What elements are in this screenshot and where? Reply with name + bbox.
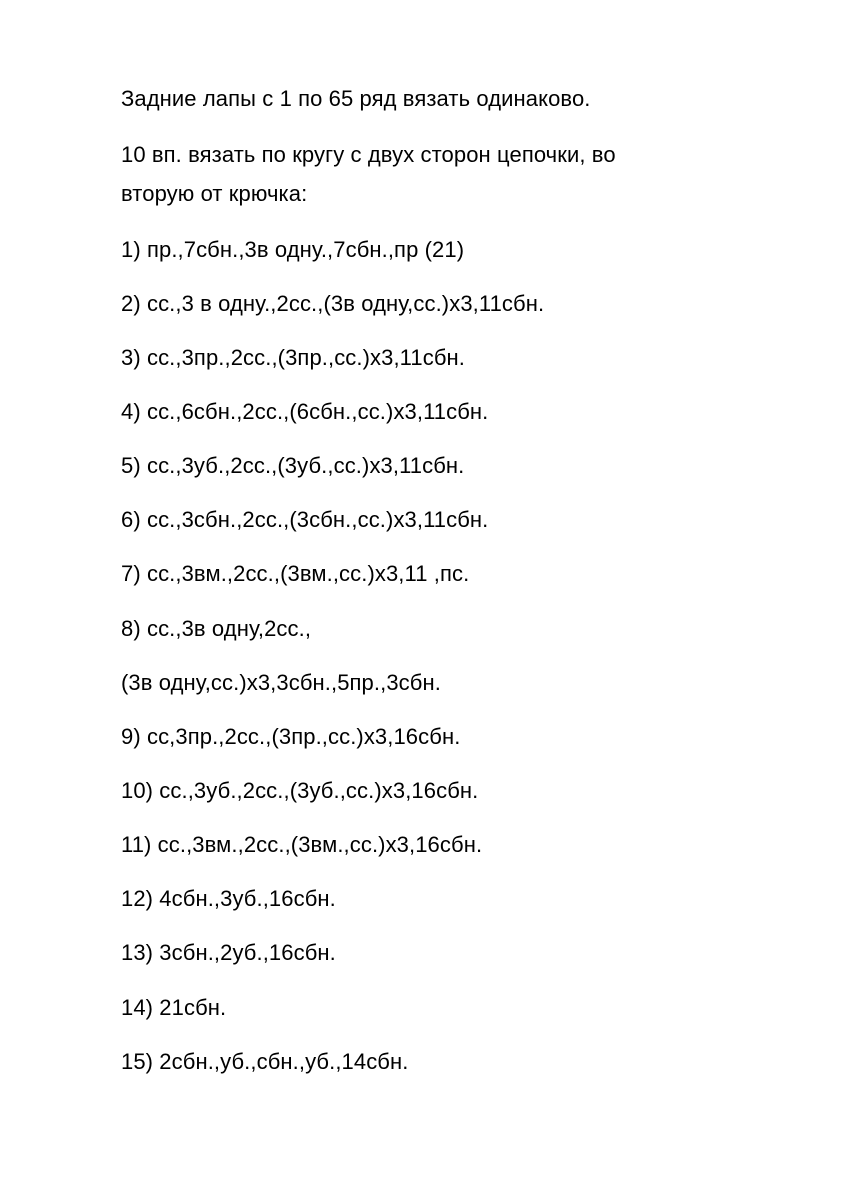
row-6: 6) сс.,3сбн.,2сс.,(3сбн.,сс.)х3,11сбн. (121, 507, 489, 532)
row-1: 1) пр.,7сбн.,3в одну.,7сбн.,пр (21) (121, 237, 465, 262)
row-7: 7) сс.,3вм.,2сс.,(3вм.,сс.)х3,11 ,пс. (121, 561, 470, 586)
row-2: 2) сс.,3 в одну.,2сс.,(3в одну,сс.)х3,11сбн. (121, 291, 545, 316)
row-8-continued: (3в одну,сс.)х3,3сбн.,5пр.,3сбн. (121, 670, 441, 695)
row-12: 12) 4сбн.,3уб.,16сбн. (121, 886, 336, 911)
intro-line-1: 10 вп. вязать по кругу с двух сторон цепочки, во (121, 142, 616, 167)
row-8: 8) сс.,3в одну,2сс., (121, 616, 312, 641)
row-14: 14) 21сбн. (121, 995, 227, 1020)
row-4: 4) сс.,6сбн.,2сс.,(6сбн.,сс.)х3,11сбн. (121, 399, 489, 424)
row-3: 3) сс.,3пр.,2сс.,(3пр.,сс.)х3,11сбн. (121, 345, 465, 370)
row-10: 10) сс.,3уб.,2сс.,(3уб.,сс.)х3,16сбн. (121, 778, 479, 803)
intro-line-2: вторую от крючка: (121, 181, 308, 206)
row-13: 13) 3сбн.,2уб.,16сбн. (121, 940, 336, 965)
row-11: 11) сс.,3вм.,2сс.,(3вм.,сс.)х3,16сбн. (121, 832, 483, 857)
row-15: 15) 2сбн.,уб.,сбн.,уб.,14сбн. (121, 1049, 409, 1074)
document-heading: Задние лапы с 1 по 65 ряд вязать одинаково. (121, 86, 591, 111)
row-5: 5) сс.,3уб.,2сс.,(3уб.,сс.)х3,11сбн. (121, 453, 465, 478)
row-9: 9) сс,3пр.,2сс.,(3пр.,сс.)х3,16сбн. (121, 724, 461, 749)
